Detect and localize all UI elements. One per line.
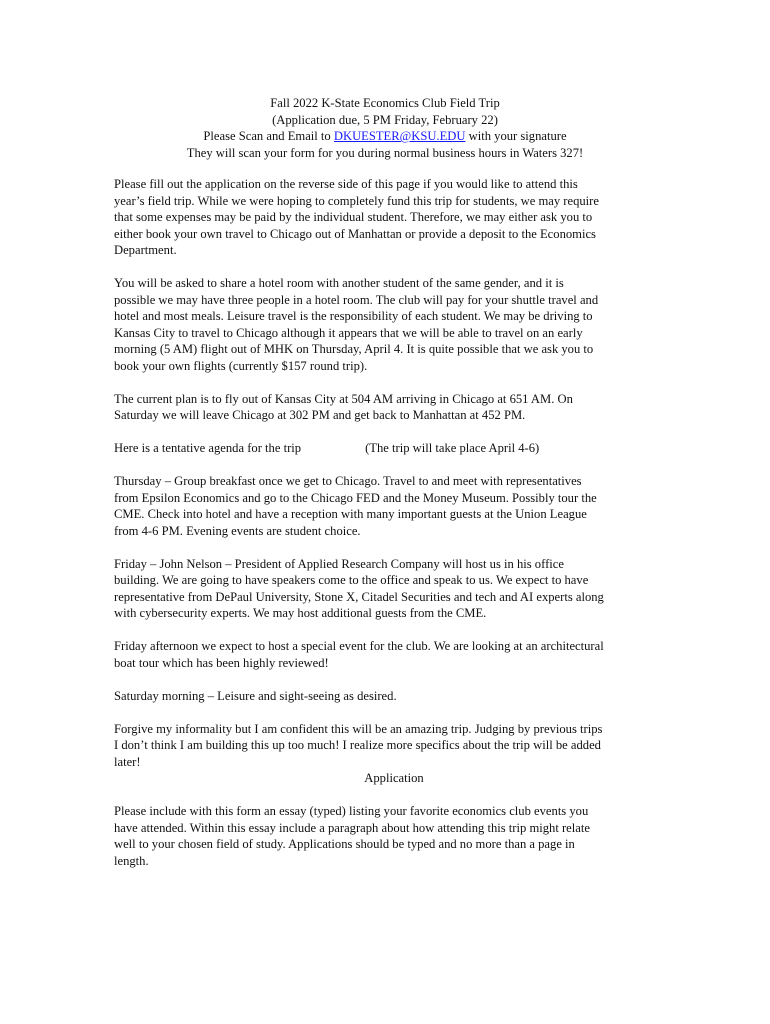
hotel-paragraph — [114, 275, 674, 374]
application-line: well to your chosen field of study. Applications should be typed and no more than a page in — [114, 837, 575, 851]
closing-paragraph — [114, 721, 674, 771]
closing-line: I don’t think I am building this up too much! I realize more specifics about the trip will be added — [114, 738, 601, 752]
application-line: have attended. Within this essay include a paragraph about how attending this trip might relate — [114, 820, 590, 835]
intro-line: either book your own travel to Chicago out of Manhattan or provide a deposit to the Economics — [114, 226, 596, 241]
email-link[interactable]: DKUESTER@KSU.EDU — [333, 129, 466, 143]
email-instructions-suffix: with your signature — [465, 129, 567, 143]
friday-line: with cybersecurity experts. We may host additional guests from the CME. — [114, 606, 487, 620]
hotel-line: hotel and most meals. Leisure travel is the responsibility of each student. We may be driving to — [114, 309, 593, 323]
hotel-line: book your own flights (currently $157 round trip). — [114, 358, 368, 373]
friday-afternoon-line: boat tour which has been highly reviewed! — [114, 655, 329, 670]
friday-afternoon-paragraph — [114, 638, 674, 671]
agenda-label: Here is a tentative agenda for the trip — [114, 441, 302, 455]
plan-line: The current plan is to fly out of Kansas City at 504 AM arriving in Chicago at 651 AM. On — [114, 391, 573, 406]
application-line: Please include with this form an essay (typed) listing your favorite economics club events you — [114, 804, 589, 818]
agenda-dates: (The trip will take place April 4-6) — [365, 441, 540, 455]
document-header — [0, 95, 770, 161]
closing-line: Forgive my informality but I am confident this will be an amazing trip. Judging by previous trips — [114, 721, 603, 736]
intro-paragraph — [114, 176, 674, 259]
friday-afternoon-line: Friday afternoon we expect to host a special event for the club. We are looking at an architectural — [114, 639, 604, 653]
application-paragraph — [114, 803, 674, 869]
hotel-line: You will be asked to share a hotel room with another student of the same gender, and it is — [114, 276, 564, 290]
friday-line: representative from DePaul University, Stone X, Citadel Securities and tech and AI experts along — [114, 589, 604, 604]
header-email-instructions — [0, 128, 770, 145]
thursday-line: from 4-6 PM. Evening events are student choice. — [114, 523, 361, 538]
intro-line: Please fill out the application on the reverse side of this page if you would like to attend this — [114, 177, 578, 191]
plan-paragraph — [114, 391, 674, 424]
intro-line: year’s field trip. While we were hoping to completely fund this trip for students, we may require — [114, 193, 599, 208]
friday-line: Friday – John Nelson – President of Applied Research Company will host us in his office — [114, 556, 564, 571]
thursday-paragraph — [114, 473, 674, 539]
hotel-line: possible we may have three people in a hotel room. The club will pay for your shuttle travel and — [114, 292, 599, 307]
document-body — [114, 176, 674, 886]
hotel-line: Kansas City to travel to Chicago although it appears that we will be able to travel on an early — [114, 325, 583, 340]
friday-paragraph — [114, 556, 674, 622]
friday-line: building. We are going to have speakers come to the office and speak to us. We expect to have — [114, 573, 589, 587]
header-scan-note: They will scan your form for you during normal business hours in Waters 327! — [186, 145, 584, 160]
application-heading: Application — [364, 771, 424, 785]
intro-line: Department. — [114, 243, 177, 257]
saturday-paragraph — [114, 688, 674, 705]
closing-line: later! — [114, 754, 141, 769]
intro-line: that some expenses may be paid by the individual student. Therefore, we may either ask you to — [114, 210, 593, 224]
application-line: length. — [114, 853, 149, 868]
email-instructions-prefix: Please Scan and Email to — [203, 129, 334, 143]
thursday-line: CME. Check into hotel and have a reception with many important guests at the Union League — [114, 507, 587, 521]
thursday-line: from Epsilon Economics and go to the Chicago FED and the Money Museum. Possibly tour the — [114, 490, 597, 505]
header-due-date: (Application due, 5 PM Friday, February 22) — [272, 112, 498, 127]
agenda-intro — [114, 440, 674, 457]
thursday-line: Thursday – Group breakfast once we get to Chicago. Travel to and meet with representatives — [114, 474, 582, 488]
plan-line: Saturday we will leave Chicago at 302 PM and get back to Manhattan at 452 PM. — [114, 408, 526, 422]
header-title: Fall 2022 K-State Economics Club Field Trip — [270, 96, 500, 110]
hotel-line: morning (5 AM) flight out of MHK on Thursday, April 4. It is quite possible that we ask you to — [114, 342, 594, 356]
saturday-line: Saturday morning – Leisure and sight-seeing as desired. — [114, 688, 397, 703]
